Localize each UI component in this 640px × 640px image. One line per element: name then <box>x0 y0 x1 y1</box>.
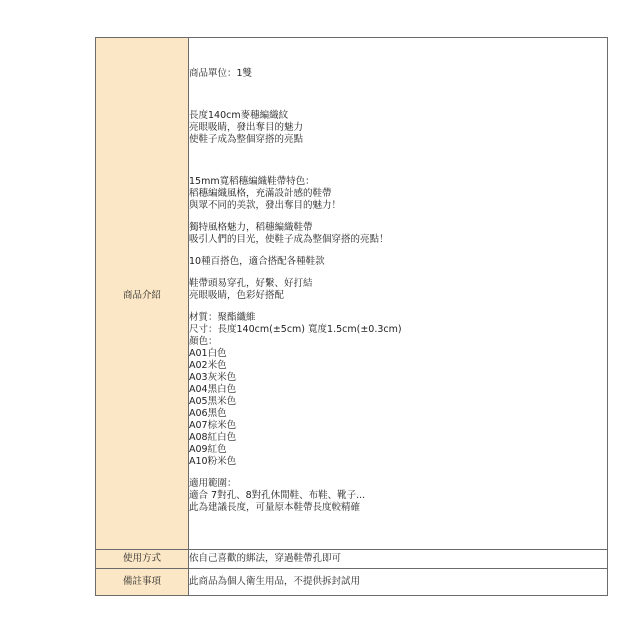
text-line: 吸引人們的目光，使鞋子成為整個穿搭的亮點！ <box>189 234 389 245</box>
specs-block <box>189 312 607 468</box>
color-item: A09紅色 <box>189 444 227 455</box>
usage-row <box>96 550 608 569</box>
text-line: 亮眼吸睛，發出奪目的魅力 <box>189 122 304 133</box>
usage-header: 使用方式 <box>96 550 189 569</box>
color-item: A01白色 <box>189 348 227 359</box>
style-block <box>189 222 607 246</box>
color-item: A05黑米色 <box>189 396 237 407</box>
color-item: A10粉米色 <box>189 456 237 467</box>
length-block <box>189 110 607 146</box>
color-item: A03灰米色 <box>189 372 237 383</box>
text-line: 與眾不同的美款，發出奪目的魅力！ <box>189 200 342 211</box>
color-item: A04黑白色 <box>189 384 237 395</box>
text-line: 10種百搭色，適合搭配各種鞋款 <box>189 256 325 267</box>
tip-block <box>189 278 607 302</box>
intro-header: 商品介紹 <box>96 38 189 550</box>
text-line: 15mm寬稻穗編織鞋帶特色： <box>189 176 315 187</box>
color-item: A08紅白色 <box>189 432 237 443</box>
unit-block <box>189 68 607 80</box>
text-line: 材質：聚酯纖維 <box>189 312 256 323</box>
color-item: A02米色 <box>189 360 227 371</box>
text-line: 鞋帶頭易穿孔，好繫、好打結 <box>189 278 313 289</box>
color-item: A07棕米色 <box>189 420 237 431</box>
notes-header: 備註事項 <box>96 569 189 596</box>
text-line: 尺寸：長度140cm(±5cm) 寬度1.5cm(±0.3cm) <box>189 324 402 335</box>
text-line: 顏色： <box>189 336 218 347</box>
notes-text: 此商品為個人衛生用品，不提供拆封試用 <box>189 569 608 596</box>
colors-count-block <box>189 256 607 268</box>
usage-range-block <box>189 478 607 514</box>
text-line: 使鞋子成為整個穿搭的亮點 <box>189 134 304 145</box>
text-line: 適合 7對孔、8對孔休閒鞋、布鞋、靴子... <box>189 490 366 501</box>
product-spec-table <box>95 37 608 596</box>
text-line: 稻穗編織風格，充滿設計感的鞋帶 <box>189 188 332 199</box>
usage-text: 依自己喜歡的綁法，穿過鞋帶孔即可 <box>189 550 608 569</box>
color-item: A06黑色 <box>189 408 227 419</box>
features-block <box>189 176 607 212</box>
text-line: 長度140cm麥穗編織紋 <box>189 110 289 121</box>
text-line: 適用範圍： <box>189 478 237 489</box>
intro-content <box>189 38 608 550</box>
text-line: 此為建議長度，可量原本鞋帶長度較精確 <box>189 502 361 513</box>
text-line: 亮眼吸睛，色彩好搭配 <box>189 290 285 301</box>
text-line: 獨特風格魅力，稻穗編織鞋帶 <box>189 222 313 233</box>
notes-row <box>96 569 608 596</box>
text-line: 商品單位：1雙 <box>189 68 253 79</box>
intro-row <box>96 38 608 550</box>
